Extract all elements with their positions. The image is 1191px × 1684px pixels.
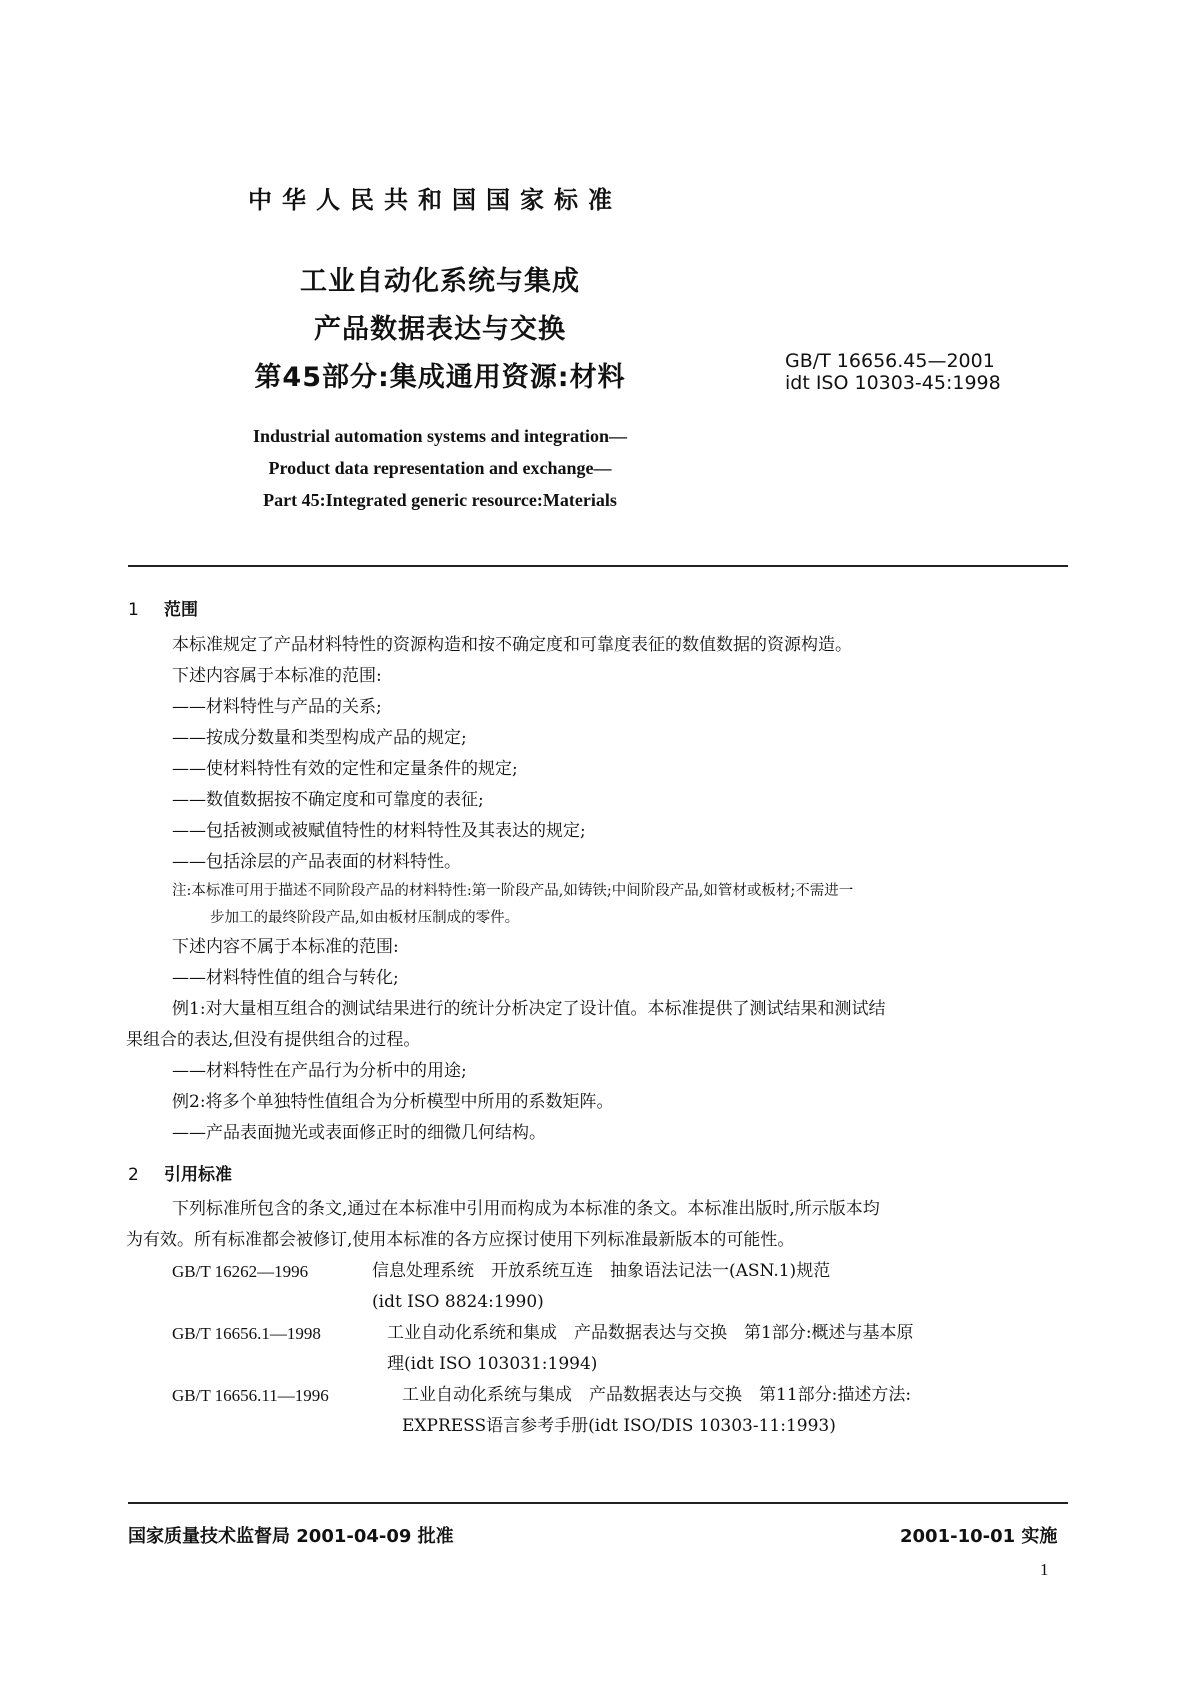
scope-intro: 本标准规定了产品材料特性的资源构造和按不确定度和可靠度表征的数值数据的资源构造。 [172,635,852,655]
scope-note-line-2: 步加工的最终阶段产品,如由板材压制成的零件。 [210,910,520,926]
english-title-line-2: Product data representation and exchange— [268,458,612,478]
reference-item [172,1380,1072,1411]
excluded-item: ——材料特性在产品行为分析中的用途; [172,1061,467,1081]
idt-reference: idt ISO 10303-45:1998 [785,372,1001,394]
reference-continuation: EXPRESS语言参考手册(idt ISO/DIS 10303-11:1993) [402,1416,836,1436]
reference-item [172,1256,1072,1287]
page-number: 1 [1040,1560,1049,1579]
chinese-title-line-2: 产品数据表达与交换 [314,314,566,345]
reference-title: 工业自动化系统和集成 产品数据表达与交换 第1部分:概述与基本原 [387,1323,914,1343]
scope-note-line-1: 注:本标准可用于描述不同阶段产品的材料特性:第一阶段产品,如铸铁;中间阶段产品,如管材或板材;不需进一 [172,883,854,899]
chinese-title-line-3: 第45部分:集成通用资源:材料 [254,362,626,393]
section-2-title: 引用标准 [164,1165,232,1185]
example-1-line-2: 果组合的表达,但没有提供组合的过程。 [126,1030,421,1050]
scope-item: ——按成分数量和类型构成产品的规定; [172,728,467,748]
english-title-line-3: Part 45:Integrated generic resource:Materials [263,490,617,510]
chinese-title [180,258,700,402]
scope-included-lead: 下述内容属于本标准的范围: [172,666,382,686]
section-1-heading [128,595,198,620]
scope-item: ——材料特性与产品的关系; [172,697,382,717]
reference-code: GB/T 16262—1996 [172,1262,309,1281]
excluded-item: ——材料特性值的组合与转化; [172,968,399,988]
standard-code-block [785,350,1001,394]
implementation-date: 2001-10-01 实施 [900,1526,1058,1547]
example-2: 例2:将多个单独特性值组合为分析模型中所用的系数矩阵。 [172,1092,614,1112]
reference-continuation: (idt ISO 8824:1990) [372,1292,544,1312]
refs-intro-line-2: 为有效。所有标准都会被修订,使用本标准的各方应探讨使用下列标准最新版本的可能性。 [126,1230,795,1250]
scope-item: ——使材料特性有效的定性和定量条件的规定; [172,759,518,779]
section-1-body [126,630,1062,1149]
scope-item: ——包括被测或被赋值特性的材料特性及其表达的规定; [172,821,586,841]
reference-title: 信息处理系统 开放系统互连 抽象语法记法一(ASN.1)规范 [372,1261,831,1281]
excluded-item: ——产品表面抛光或表面修正时的细微几何结构。 [172,1123,546,1143]
standard-number: GB/T 16656.45—2001 [785,350,995,372]
scope-item: ——包括涂层的产品表面的材料特性。 [172,852,461,872]
section-2-number: 2 [128,1165,139,1185]
section-2-heading [128,1160,232,1185]
national-standard-title: 中华人民共和国国家标准 [248,186,622,214]
reference-code: GB/T 16656.11—1996 [172,1386,329,1405]
english-title-line-1: Industrial automation systems and integration— [252,426,628,446]
chinese-title-line-1: 工业自动化系统与集成 [300,266,580,297]
refs-intro-line-1: 下列标准所包含的条文,通过在本标准中引用而构成为本标准的条文。本标准出版时,所示版本均 [172,1199,880,1219]
english-title [180,420,700,516]
issue-date: 国家质量技术监督局 2001-04-09 批准 [128,1526,454,1547]
section-2-body [126,1194,1062,1256]
reference-code: GB/T 16656.1—1998 [172,1324,321,1343]
scope-excluded-lead: 下述内容不属于本标准的范围: [172,937,399,957]
section-1-title: 范围 [164,600,198,620]
reference-continuation: 理(idt ISO 103031:1994) [387,1354,598,1374]
normative-references [172,1256,1072,1442]
scope-item: ——数值数据按不确定度和可靠度的表征; [172,790,484,810]
footer-divider [128,1502,1068,1504]
example-1-line-1: 例1:对大量相互组合的测试结果进行的统计分析决定了设计值。本标准提供了测试结果和测试结 [172,999,886,1019]
reference-title: 工业自动化系统与集成 产品数据表达与交换 第11部分:描述方法: [402,1385,912,1405]
section-1-number: 1 [128,600,139,620]
header-divider [128,565,1068,567]
reference-item [172,1318,1072,1349]
